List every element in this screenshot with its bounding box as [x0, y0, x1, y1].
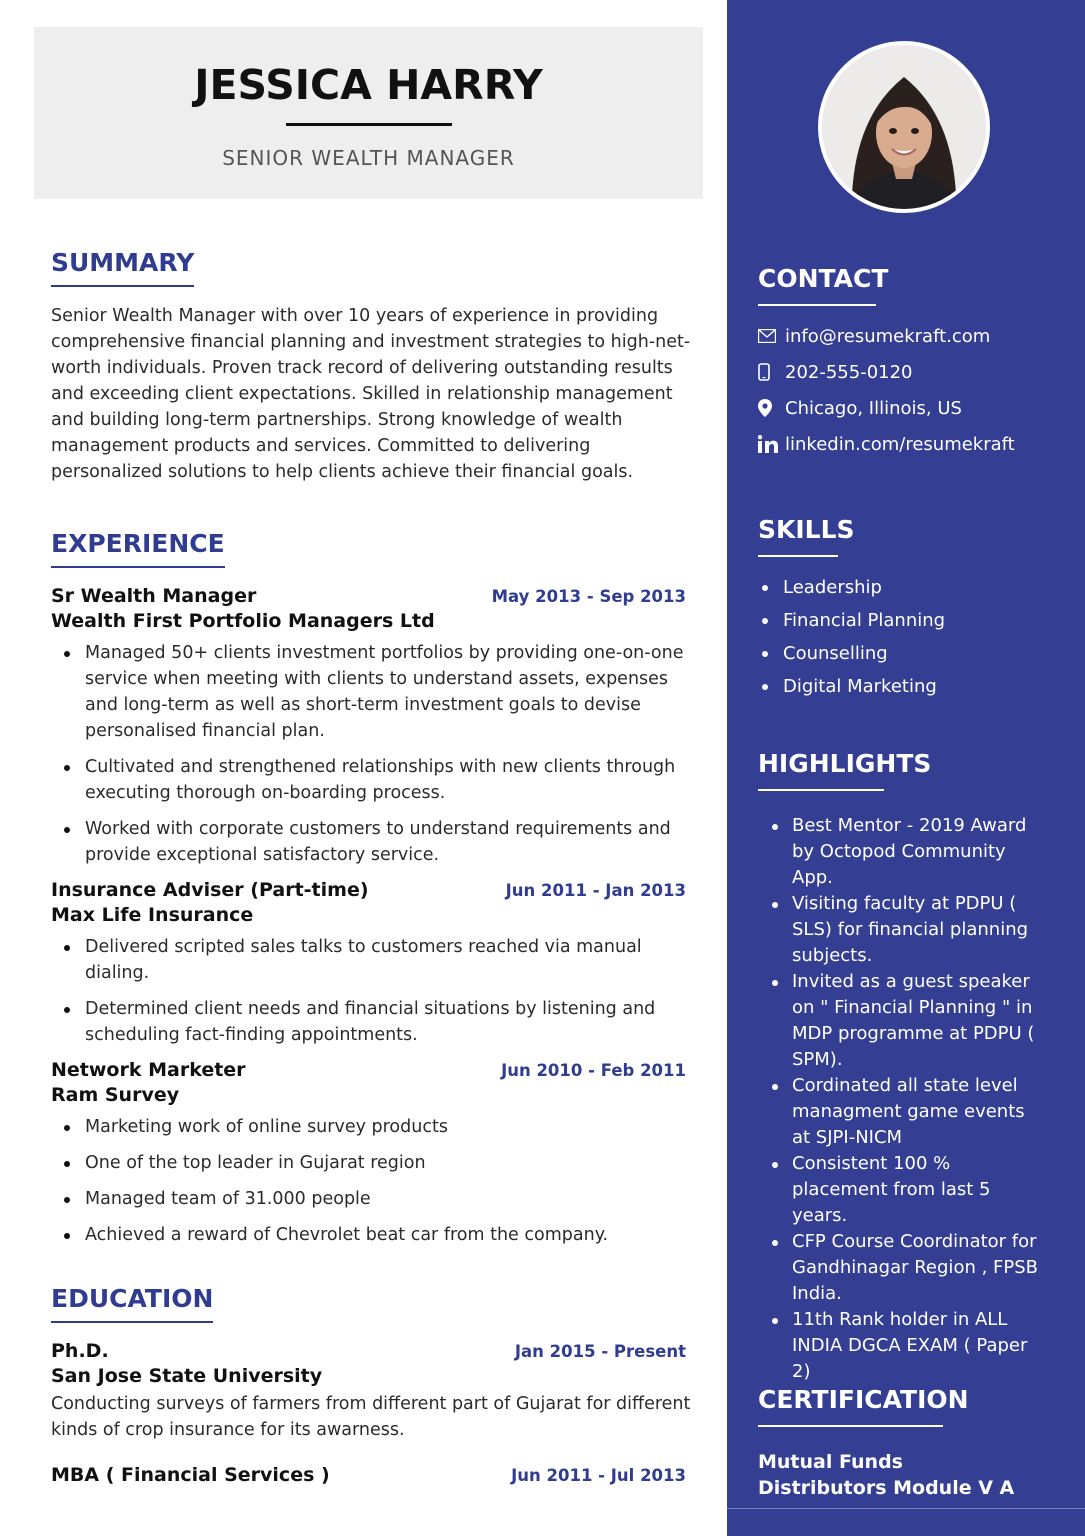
education-section [51, 1284, 691, 1488]
job-bullet: Worked with corporate customers to understand requirements and provide exceptional satisfactory service. [85, 816, 691, 868]
education-date: Jun 2011 - Jul 2013 [511, 1466, 686, 1485]
job-bullet: Determined client needs and financial situations by listening and scheduling fact-finding appointments. [85, 996, 691, 1048]
summary-text: Senior Wealth Manager with over 10 years of experience in providing comprehensive financial planning and investment strategies to high-net-worth individuals. Proven track record of delivering outstanding results and exceeding client expectations. Skilled in relationship management and building long-term partnerships. Strong knowledge of wealth management products and services. Committed to delivering personalized solutions to help clients achieve their financial goals. [51, 306, 691, 482]
job-entry [51, 878, 691, 1048]
job-date: Jun 2011 - Jan 2013 [505, 881, 686, 900]
certification-heading-rule [758, 1425, 943, 1427]
highlight-item: Visiting faculty at PDPU ( SLS) for financial planning subjects. [792, 891, 1042, 969]
name-header [34, 27, 703, 199]
job-bullet: Marketing work of online survey products [85, 1114, 691, 1140]
job-title: Insurance Adviser (Part-time) [51, 879, 369, 901]
education-description: Conducting surveys of farmers from different part of Gujarat for different kinds of crop insurance for its awarness. [51, 1394, 691, 1440]
highlight-item: Consistent 100 % placement from last 5 years. [792, 1151, 1042, 1229]
certification-section [758, 1385, 1058, 1501]
highlight-item: 11th Rank holder in ALL INDIA DGCA EXAM ( Paper 2) [792, 1307, 1042, 1385]
skill-item: Leadership [783, 571, 1058, 604]
job-date: May 2013 - Sep 2013 [491, 587, 686, 606]
skill-item: Counselling [783, 637, 1058, 670]
education-date: Jan 2015 - Present [514, 1342, 686, 1361]
job-entry [51, 1058, 691, 1248]
certification-heading: CERTIFICATION [758, 1385, 969, 1414]
contact-heading-rule [758, 304, 876, 306]
name-divider [286, 123, 452, 126]
summary-section [51, 248, 691, 485]
avatar-icon [822, 45, 986, 209]
education-entry [51, 1339, 691, 1443]
job-bullet: Managed team of 31.000 people [85, 1186, 691, 1212]
contact-phone[interactable] [758, 354, 1058, 390]
education-heading-rule [51, 1321, 213, 1323]
summary-heading-rule [51, 285, 194, 287]
job-title: Sr Wealth Manager [51, 585, 257, 607]
contact-linkedin[interactable] [758, 426, 1058, 462]
contact-email-text: info@resumekraft.com [785, 325, 991, 347]
highlight-item: Best Mentor - 2019 Award by Octopod Community App. [792, 813, 1042, 891]
experience-heading: EXPERIENCE [51, 529, 225, 558]
sidebar-bottom-divider [727, 1508, 1085, 1509]
experience-heading-rule [51, 566, 225, 568]
job-bullet: One of the top leader in Gujarat region [85, 1150, 691, 1176]
job-bullet: Managed 50+ clients investment portfolios by providing one-on-one service when meeting with clients to understand assets, expenses and long-term as well as short-term investment goals to devise personalised financial plan. [85, 640, 691, 744]
contact-heading: CONTACT [758, 264, 889, 293]
skills-section [758, 515, 1058, 703]
job-bullet: Cultivated and strengthened relationships with new clients through executing thorough on-boarding process. [85, 754, 691, 806]
certification-item: Mutual Funds Distributors Module V A [758, 1451, 1015, 1499]
phone-icon [758, 363, 785, 381]
job-entry [51, 584, 691, 868]
envelope-icon [758, 329, 785, 343]
education-degree: MBA ( Financial Services ) [51, 1464, 330, 1486]
highlights-heading: HIGHLIGHTS [758, 749, 932, 778]
profile-photo [818, 41, 990, 213]
skill-item: Financial Planning [783, 604, 1058, 637]
contact-phone-text: 202-555-0120 [785, 361, 913, 383]
contact-section [758, 264, 1058, 462]
candidate-name: JESSICA HARRY [194, 61, 543, 109]
highlight-item: CFP Course Coordinator for Gandhinagar Region , FPSB India. [792, 1229, 1042, 1307]
contact-linkedin-text: linkedin.com/resumekraft [785, 433, 1015, 455]
education-degree: Ph.D. [51, 1340, 109, 1362]
contact-email[interactable] [758, 318, 1058, 354]
highlights-section [758, 749, 1058, 1385]
linkedin-icon [758, 435, 785, 453]
job-bullet: Achieved a reward of Chevrolet beat car from the company. [85, 1222, 691, 1248]
skills-heading-rule [758, 555, 838, 557]
highlights-heading-rule [758, 789, 884, 791]
job-bullet: Delivered scripted sales talks to customers reached via manual dialing. [85, 934, 691, 986]
education-entry [51, 1463, 691, 1488]
contact-location-text: Chicago, Illinois, US [785, 397, 962, 419]
summary-heading: SUMMARY [51, 248, 195, 277]
job-date: Jun 2010 - Feb 2011 [501, 1061, 686, 1080]
job-company: Ram Survey [51, 1084, 180, 1106]
location-pin-icon [758, 399, 785, 417]
sidebar [727, 0, 1085, 1536]
contact-location [758, 390, 1058, 426]
education-school: San Jose State University [51, 1365, 323, 1387]
skill-item: Digital Marketing [783, 670, 1058, 703]
skills-heading: SKILLS [758, 515, 855, 544]
experience-section [51, 529, 691, 1258]
highlight-item: Cordinated all state level managment game events at SJPI-NICM [792, 1073, 1042, 1151]
job-company: Wealth First Portfolio Managers Ltd [51, 610, 435, 632]
job-company: Max Life Insurance [51, 904, 254, 926]
education-heading: EDUCATION [51, 1284, 214, 1313]
highlight-item: Invited as a guest speaker on " Financial Planning " in MDP programme at PDPU ( SPM). [792, 969, 1042, 1073]
candidate-title: SENIOR WEALTH MANAGER [222, 146, 515, 170]
job-title: Network Marketer [51, 1059, 246, 1081]
